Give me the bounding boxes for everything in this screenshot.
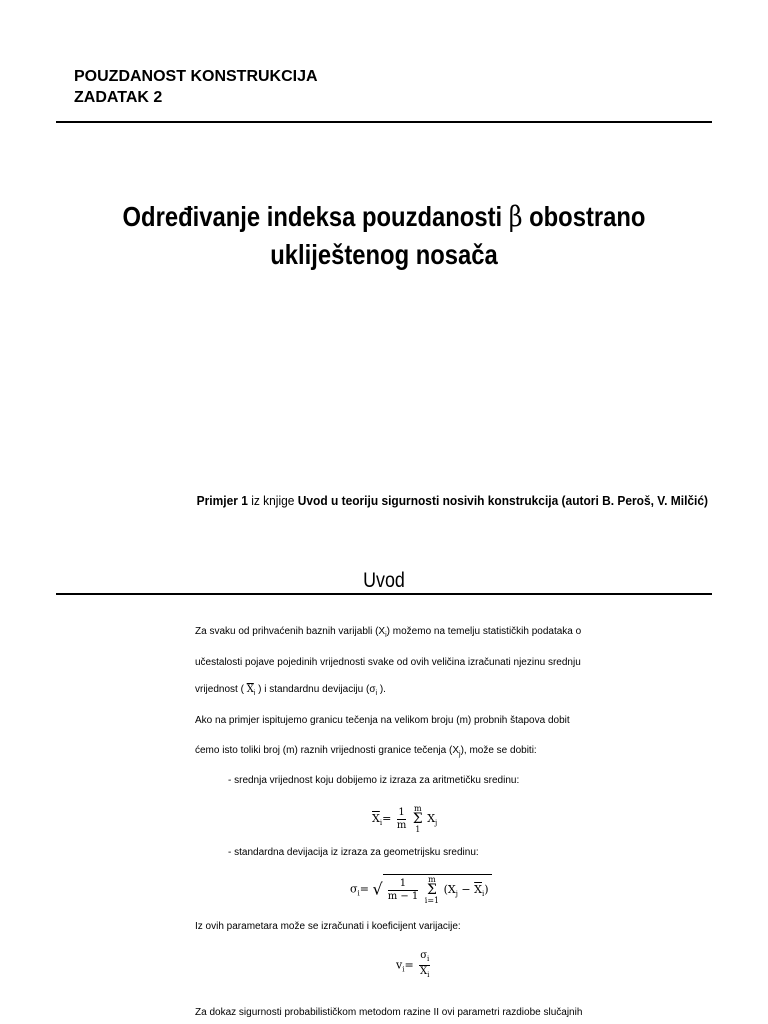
header-divider xyxy=(56,121,712,123)
bullet-item: - srednja vrijednost koju dobijemo iz izraza za aritmetičku sredinu: xyxy=(228,775,520,786)
source-reference xyxy=(93,493,708,508)
assignment-label: ZADATAK 2 xyxy=(74,89,163,106)
course-title: POUZDANOST KONSTRUKCIJA xyxy=(74,68,318,85)
mean-formula: $\overline{X}_i=$ $\frac{1}{m}$ m Σ 1 $X_j$ xyxy=(372,804,438,834)
paragraph-line: Za dokaz sigurnosti probabilističkom metodom razine II ovi parametri razdiobe slučajnih xyxy=(195,1007,583,1018)
std-dev-formula: $\sigma_i=$ √ $\frac{1}{m - 1}$ m Σ i=1 $(X_j - \overline{X}_i)$ xyxy=(350,874,492,905)
title-text-2: obostrano xyxy=(522,201,646,232)
document-header xyxy=(74,66,318,108)
beta-symbol: β xyxy=(508,200,523,233)
section-heading: Uvod xyxy=(363,569,405,592)
paragraph-line: vrijednost ( $\overline{X}_i$ ) i standardnu devijaciju ($\sigma_i$ ). xyxy=(195,684,386,697)
paragraph-line: ćemo isto toliki broj (m) raznih vrijednosti granice tečenja $(X_j)$, može se dobiti: xyxy=(195,745,537,758)
paragraph-line: Iz ovih parametara može se izračunati i koeficijent varijacije: xyxy=(195,921,461,932)
paragraph-line: učestalosti pojave pojedinih vrijednosti svake od ovih veličina izračunati njezinu srednju xyxy=(195,657,581,668)
example-label: Primjer 1 xyxy=(196,493,248,508)
bullet-item: - standardna devijacija iz izraza za geometrijsku sredinu: xyxy=(228,847,479,858)
variation-formula: $v_i=$ $\frac{\sigma_i}{\overline{X}_i}$ xyxy=(396,950,430,979)
title-line-2: ukliještenog nosača xyxy=(270,239,498,270)
section-divider xyxy=(56,593,712,595)
document-title xyxy=(105,198,663,274)
paragraph-line: Za svaku od prihvaćenih baznih varijabli $(X_i)$ možemo na temelju statističkih podataka o xyxy=(195,626,582,639)
paragraph-line: Ako na primjer ispitujemo granicu tečenja na velikom broju (m) probnih štapova dobit xyxy=(195,715,570,726)
book-reference: Uvod u teoriju sigurnosti nosivih konstrukcija (autori B. Peroš, V. Milčić) xyxy=(297,493,708,508)
source-connector: iz knjige xyxy=(247,493,298,508)
title-text-1: Određivanje indeksa pouzdanosti xyxy=(122,201,509,232)
